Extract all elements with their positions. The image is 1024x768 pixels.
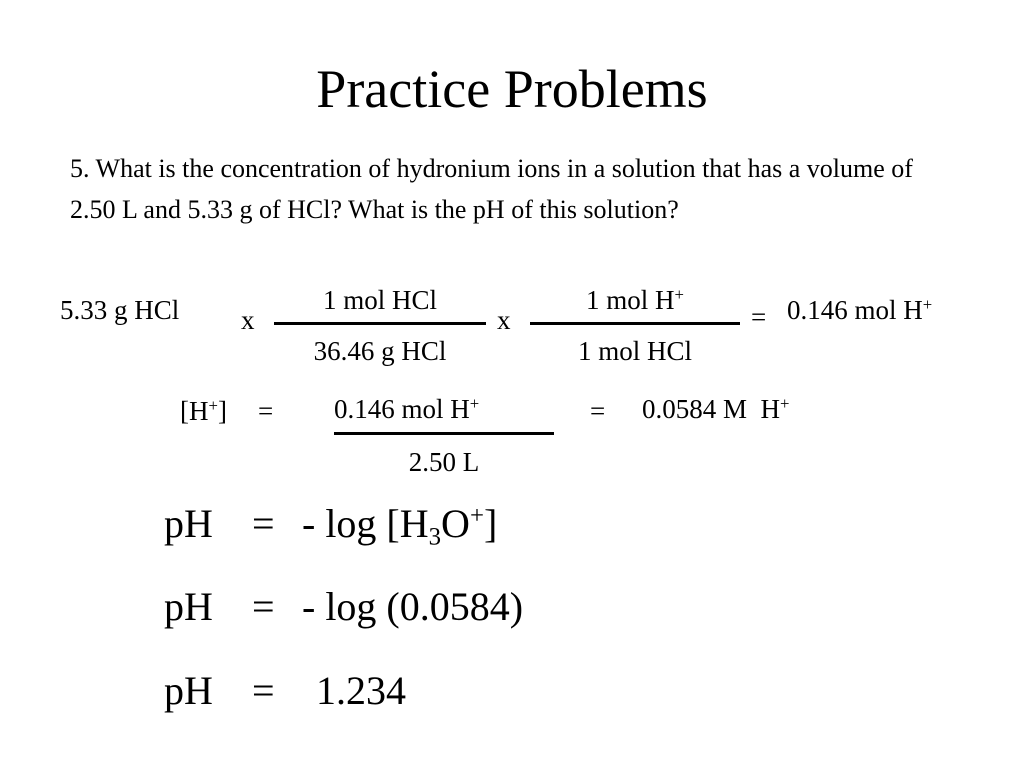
slide-title: Practice Problems [316, 59, 708, 119]
concentration-symbol: [H+] [180, 395, 227, 426]
concentration-denominator: 2.50 L [408, 447, 480, 477]
multiply-sign: x [497, 305, 511, 335]
problem-statement: 5. What is the concentration of hydronium ions in a solution that has a volume of 2.50 L and 5.33 g of HCl? What is the pH of this solution? [70, 154, 913, 224]
equals-sign: = [590, 396, 606, 426]
equals-sign: = [258, 396, 274, 426]
equals-sign: = [252, 584, 275, 629]
given-mass: 5.33 g HCl [60, 295, 180, 325]
concentration-fraction-bar [334, 432, 554, 435]
ph-result: 1.234 [316, 668, 406, 713]
concentration-result: 0.0584 M H+ [642, 393, 790, 424]
multiply-sign: x [241, 305, 255, 335]
ph-label: pH [164, 668, 213, 713]
fraction-2-bar [530, 322, 740, 325]
equals-sign: = [751, 302, 767, 332]
equals-sign: = [252, 501, 275, 546]
fraction-1-numerator: 1 mol HCl [322, 285, 437, 315]
fraction-2-denominator: 1 mol HCl [577, 336, 692, 366]
ph-label: pH [164, 501, 213, 546]
fraction-1-denominator: 36.46 g HCl [313, 336, 447, 366]
fraction-1-bar [274, 322, 486, 325]
ph-label: pH [164, 584, 213, 629]
ph-formula: - $\log [H_3O^+]$ [302, 501, 498, 551]
equals-sign: = [252, 668, 275, 713]
fraction-2-numerator: 1 mol H+ [586, 284, 684, 315]
ph-substitution: - log (0.0584) [302, 584, 524, 629]
moles-result: 0.146 mol H+ [787, 294, 933, 325]
concentration-numerator: 0.146 mol H+ [334, 393, 480, 424]
